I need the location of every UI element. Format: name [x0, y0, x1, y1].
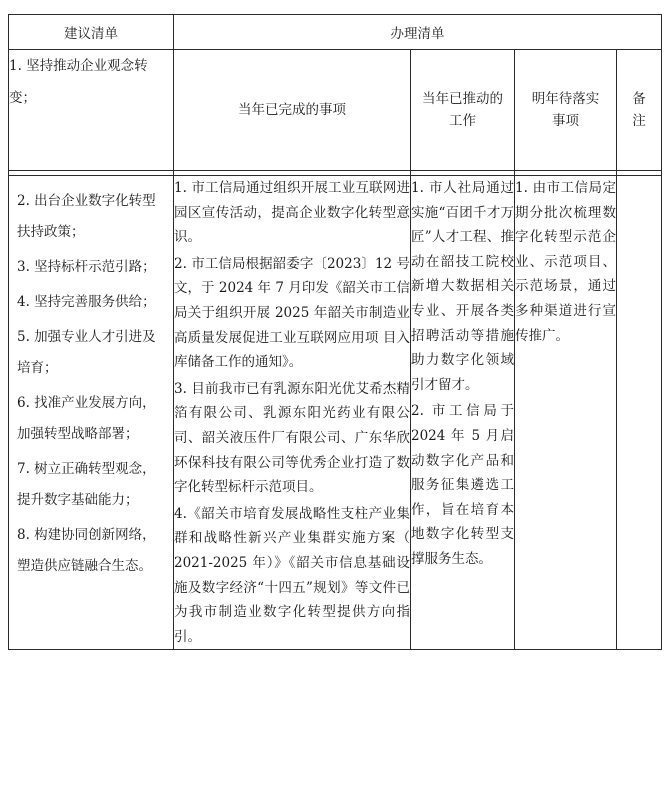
subheader-row — [9, 50, 662, 171]
header-handling-list: 办理清单 — [174, 15, 662, 50]
subheader-completed: 当年已完成的事项 — [174, 50, 411, 171]
header-suggestion-list: 建议清单 — [9, 15, 174, 50]
next-year-cell — [515, 176, 617, 650]
suggestion-item-4: 4. 坚持完善服务供给； — [17, 294, 156, 310]
completed-item-2: 2. 市工信局根据韶委字〔2023〕12 号文，于 2024 年 7 月印发《韶关市工信局关于组织开展 2025 年韶关市制造业高质量发展促进工业互联网应用项 目入库储备工作的通知》。 — [174, 255, 410, 371]
promoted-cell — [411, 176, 515, 650]
promoted-item-1: 1. 市人社局通过实施“百团千才万匠”人才工程、推动在韶技工院校新增大数据相关专业、开展各类招聘活动等措施助力数字化领域引才留才。 — [411, 180, 514, 393]
content-row — [9, 176, 662, 650]
suggestion-handling-table — [8, 14, 662, 650]
next-year-item-1: 1. 由市工信局定期分批次梳理数字化转型示范企业、示范项目、示范场景，通过多种渠道进行宣传推广。 — [515, 180, 616, 344]
suggestion-item-2: 2. 出台企业数字化转型扶持政策； — [17, 193, 156, 240]
completed-item-1: 1. 市工信局通过组织开展工业互联网进园区宣传活动，提高企业数字化转型意识。 — [174, 180, 410, 246]
suggestion-item-7: 7. 树立正确转型观念，提升数字基础能力； — [17, 461, 156, 508]
suggestions-cell — [9, 176, 174, 650]
header-row — [9, 15, 662, 50]
suggestion-item-6: 6. 找准产业发展方向，加强转型战略部署； — [17, 395, 156, 442]
suggestion-item-3: 3. 坚持标杆示范引路； — [17, 259, 156, 275]
completed-item-3: 3. 目前我市已有乳源东阳光优艾希杰精箔有限公司、乳源东阳光药业有限公司、韶关液压件厂有限公司、广东华欣环保科技有限公司等优秀企业打造了数字化转型标杆示范项目。 — [174, 380, 410, 496]
remarks-cell — [617, 176, 662, 650]
subheader-promoted: 当年已推动的工作 — [411, 50, 515, 171]
completed-item-4: 4.《韶关市培育发展战略性支柱产业集群和战略性新兴产业集群实施方案（ 2021-2025 年）》《韶关市信息基础设施及数字经济“十四五”规划》等文件已为我市制造业数字化转型提供方向指引。 — [174, 505, 410, 645]
subheader-next-year: 明年待落实事项 — [515, 50, 617, 171]
suggestion-item-5: 5. 加强专业人才引进及培育； — [17, 329, 156, 376]
document-page — [8, 14, 661, 650]
promoted-item-2: 2. 市工信局于 2024 年 5 月启动数字化产品和服务征集遴选工作，旨在培育本地数字化转型支撑服务生态。 — [411, 403, 514, 567]
completed-cell — [174, 176, 411, 650]
suggestion-item-1: 1. 坚持推动企业观念转变； — [9, 50, 174, 171]
subheader-remarks: 备注 — [617, 50, 662, 171]
suggestion-item-8: 8. 构建协同创新网络，塑造供应链融合生态。 — [17, 527, 156, 574]
